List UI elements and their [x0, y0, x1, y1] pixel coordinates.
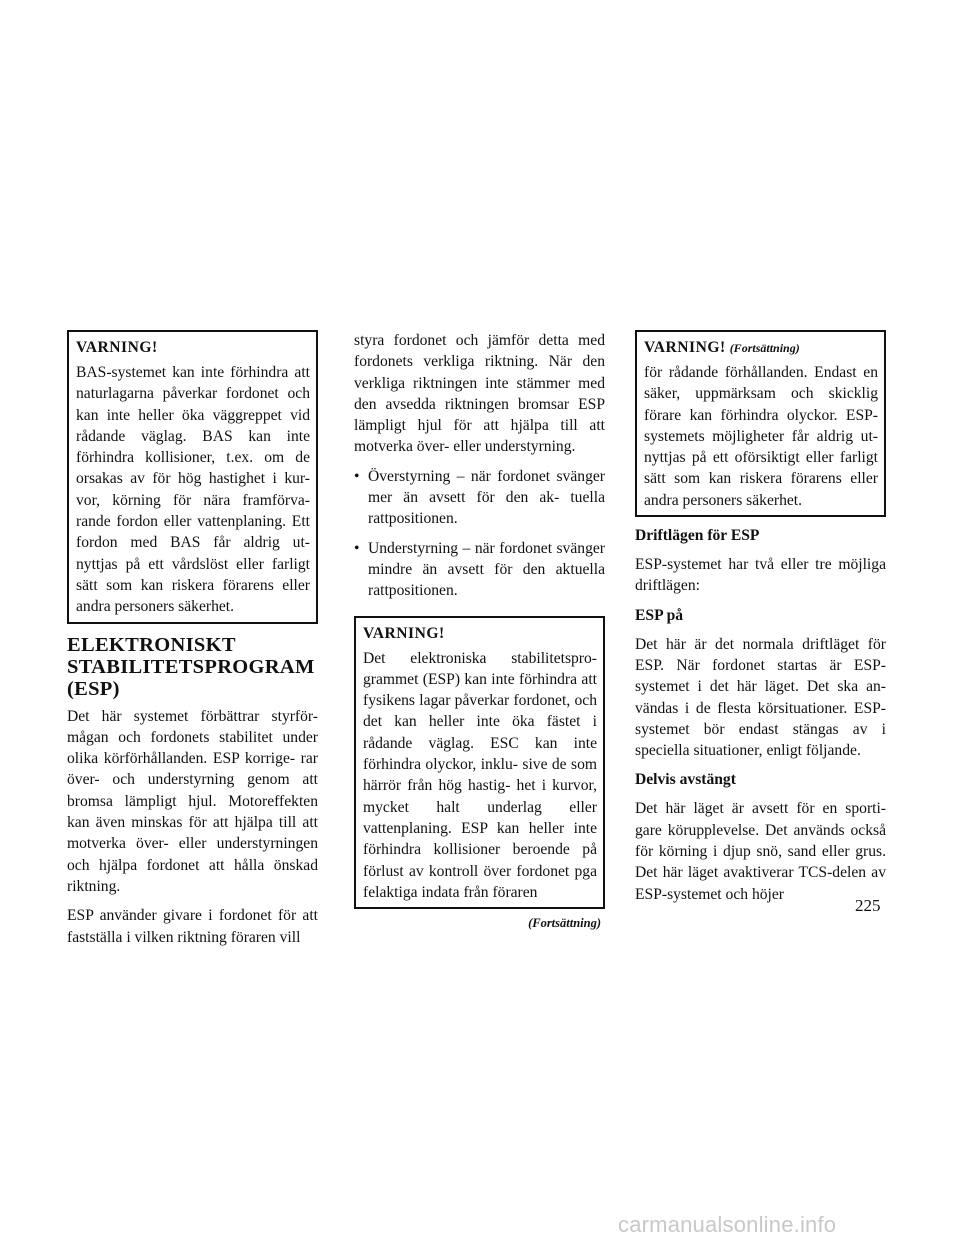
heading-esp-modes: Driftlägen för ESP	[635, 527, 760, 545]
warning-title: VARNING!	[363, 624, 445, 642]
warning-title-row	[644, 337, 878, 359]
heading-partially-off: Delvis avstängt	[635, 771, 736, 789]
warning-title: VARNING!	[644, 339, 726, 356]
warning-text: Det elektroniska stabilitetspro- grammet (ESP) kan inte förhindra att fysikens lagar påverkar fordonet, och det kan heller inte öka fästet i rådande väglag. ESC kan inte förhindra olyckor, inklu- sive de som härrör från hög hastig- het i kurvor, mycket halt underlag eller vattenplaning. ESP kan heller inte förhindra kollisioner beroende på förlust av kontroll över fordonet pga felaktiga indata från föraren	[363, 649, 597, 901]
bullet-oversteer	[354, 466, 605, 530]
bullet-symbol: •	[354, 539, 360, 557]
partially-off-paragraph: Det här läget är avsett för en sporti- gare körupplevelse. Det används också för körning i djup snö, sand eller grus. Det här läget avaktiverar TCS-delen av ESP-systemet och höjer	[635, 800, 886, 903]
column-left	[67, 330, 318, 948]
page-number: 225	[855, 896, 881, 915]
warning-title: VARNING!	[76, 339, 158, 356]
section-heading-esp: ELEKTRONISKT STABILITETSPROGRAM (ESP)	[67, 633, 315, 700]
bullet-understeer	[354, 538, 605, 602]
bullet-text: Understyrning – när fordonet svänger mindre än avsett för den aktuella rattpositionen.	[368, 539, 605, 600]
bullet-symbol: •	[354, 467, 360, 485]
esp-continuation-paragraph: styra fordonet och jämför detta med fordonets verkliga riktning. När den verkliga riktningen inte stämmer med den avsedda riktningen bromsar ESP lämpligt hjul för att hjälpa till att motverka över- eller understyrning.	[354, 332, 605, 456]
esp-sensor-paragraph: ESP använder givare i fordonet för att fastställa i vilken riktning föraren vill	[67, 907, 318, 946]
warning-text: BAS-systemet kan inte förhindra att naturlagarna påverkar fordonet och kan inte heller öka väggreppet vid rådande väglag. BAS kan inte förhindra kollisioner, t.ex. om de orsakas av för hög hastighet i kur- vor, körning för nära framförva- rande fordon eller vattenplaning. Ett fordon med BAS får aldrig ut- nyttjas på ett vårdslöst eller farligt sätt som kan riskera förarens eller andra personers säkerhet.	[76, 364, 310, 616]
bullet-text: Överstyrning – när fordonet svänger mer än avsett för den ak- tuella rattpositionen.	[368, 467, 605, 528]
continued-label: (Fortsättning)	[528, 916, 601, 931]
warning-box-continued	[635, 330, 886, 517]
column-middle	[354, 330, 605, 931]
column-right	[635, 330, 886, 905]
esp-intro-paragraph: Det här systemet förbättrar styrför- mågan och fordonets stabilitet under olika körförhållanden. ESP korrige- rar över- och understyrning genom att bromsa lämpligt hjul. Motoreffekten kan även minskas för att hjälpa till att motverka över- eller understyrningen och hjälpa fordonet att hålla önskad riktning.	[67, 707, 318, 895]
watermark: carmanualsonline.info	[618, 1212, 837, 1237]
esp-on-paragraph: Det här är det normala driftläget för ESP. När fordonet startas är ESP- systemet i det här läget. Det ska an- vändas i de flesta körsituationer. ESP- systemet bör endast stängas av i speciella situationer, enligt följande.	[635, 635, 886, 760]
esp-modes-paragraph: ESP-systemet har två eller tre möjliga driftlägen:	[635, 556, 886, 595]
heading-esp-on: ESP på	[635, 606, 684, 624]
steering-bullet-list	[354, 466, 605, 602]
warning-box-esp	[354, 616, 605, 910]
warning-box-bas	[67, 330, 318, 624]
warning-text: för rådande förhållanden. Endast en säker, uppmärksam och skicklig förare kan förhindra olyckor. ESP- systemets möjligheter får aldrig ut- nyttjas på ett oförsiktigt eller farligt sätt som kan riskera förarens eller andra personers säkerhet.	[644, 364, 878, 509]
warning-continued-label: (Fortsättning)	[729, 341, 800, 355]
